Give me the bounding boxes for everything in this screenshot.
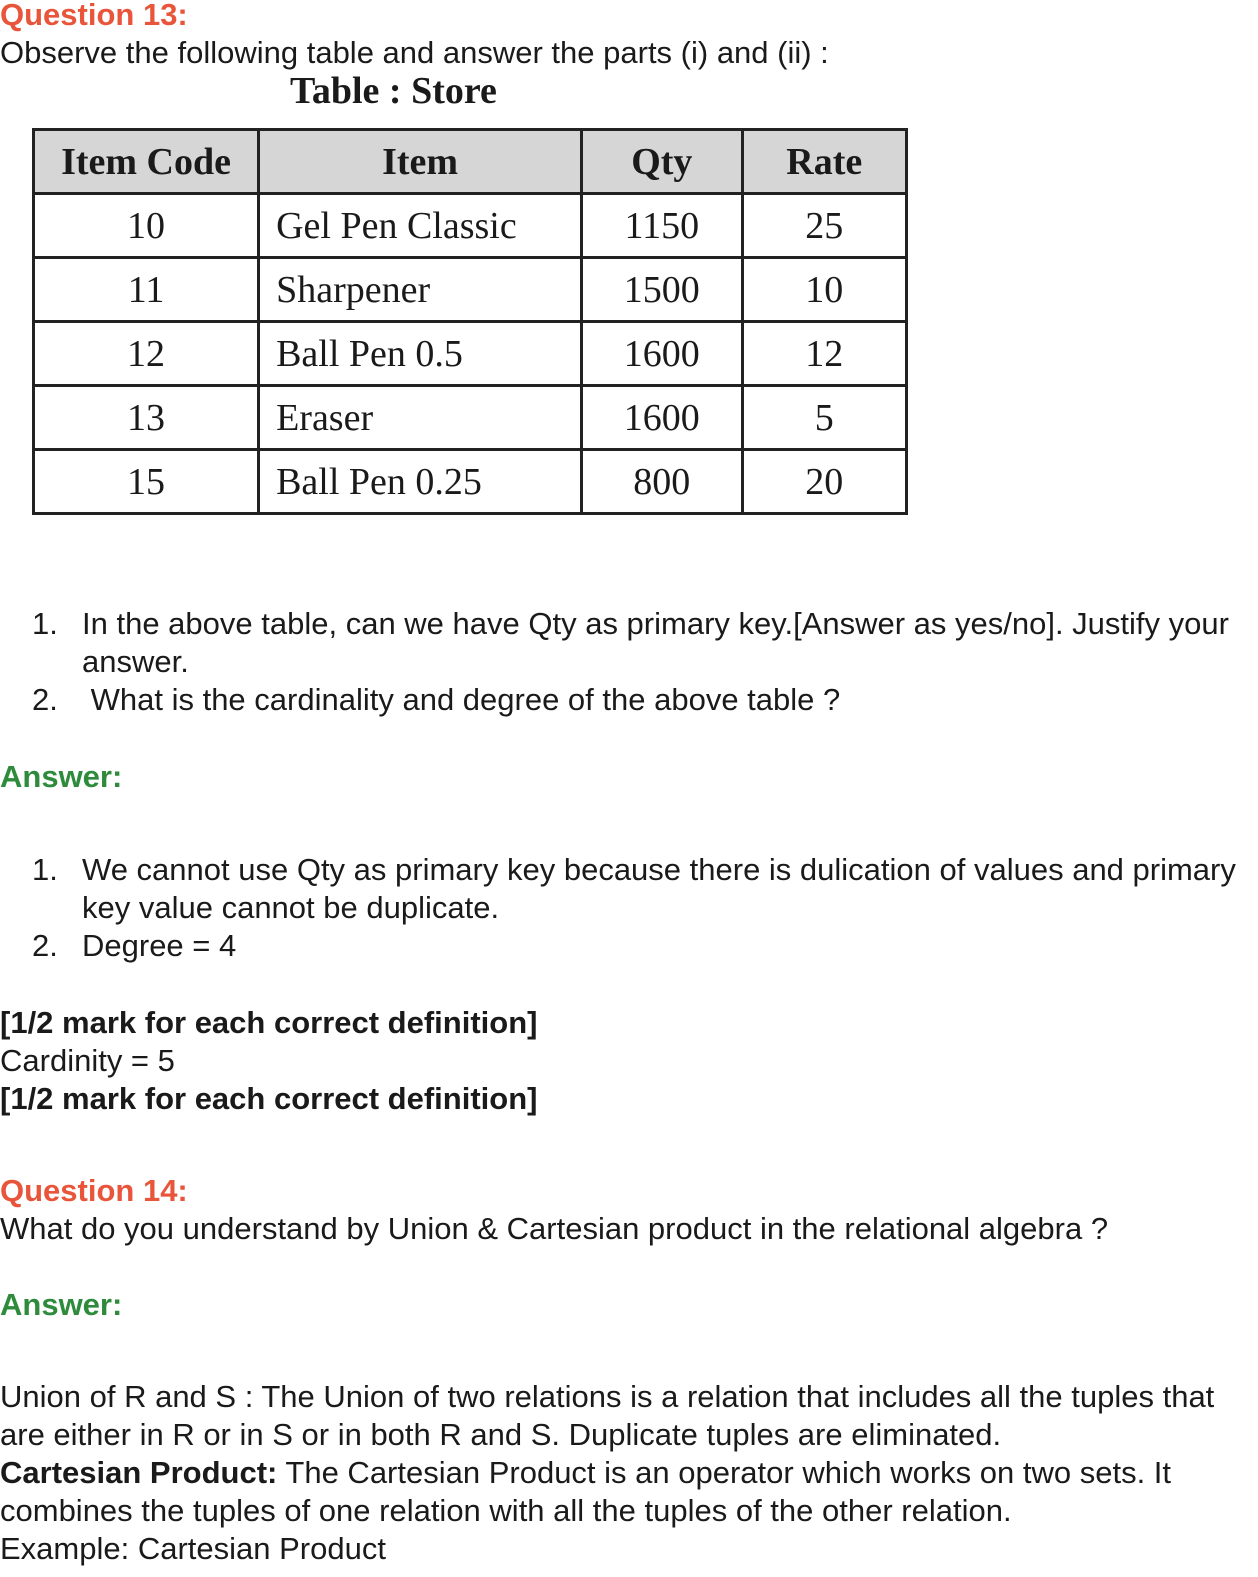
list-number: 1. — [32, 852, 58, 887]
table-row — [34, 194, 907, 258]
qty-cell: 1600 — [582, 322, 742, 386]
mark-note: [1/2 mark for each correct definition] — [0, 1081, 538, 1116]
question-14-prompt: What do you understand by Union & Cartesian product in the relational algebra ? — [0, 1211, 1109, 1246]
list-item — [32, 851, 1247, 927]
cartesian-label: Cartesian Product: — [0, 1455, 278, 1490]
rate-cell: 20 — [742, 450, 906, 514]
list-text: What is the cardinality and degree of the above table ? — [82, 682, 841, 717]
question-13-prompt: Observe the following table and answer the parts (i) and (ii) : — [0, 35, 829, 70]
item-code-cell: 15 — [34, 450, 259, 514]
union-paragraph: Union of R and S : The Union of two relations is a relation that includes all the tuples that are either in R or in S or in both R and S. Duplicate tuples are eliminated. — [0, 1379, 1215, 1452]
list-number: 2. — [32, 928, 58, 963]
column-header: Rate — [742, 130, 906, 194]
question-list — [32, 605, 1247, 719]
answer-14-heading: Answer: — [0, 1287, 123, 1322]
table-row — [34, 450, 907, 514]
rate-cell: 25 — [742, 194, 906, 258]
table-title: Table : Store — [290, 70, 497, 112]
list-item — [32, 681, 1247, 719]
table-row — [34, 258, 907, 322]
table-row — [34, 322, 907, 386]
list-number: 2. — [32, 682, 58, 717]
question-14-heading: Question 14: — [0, 1173, 188, 1208]
table-row — [34, 386, 907, 450]
rate-cell: 5 — [742, 386, 906, 450]
answer-13-heading: Answer: — [0, 759, 123, 794]
item-code-cell: 10 — [34, 194, 259, 258]
column-header: Item — [259, 130, 582, 194]
store-table — [32, 128, 908, 515]
list-text: Degree = 4 — [82, 928, 237, 963]
example-line: Example: Cartesian Product — [0, 1531, 386, 1566]
item-cell: Ball Pen 0.5 — [259, 322, 582, 386]
list-text: We cannot use Qty as primary key because there is dulication of values and primary key value cannot be duplicate. — [82, 852, 1236, 925]
column-header: Item Code — [34, 130, 259, 194]
item-code-cell: 11 — [34, 258, 259, 322]
list-text: In the above table, can we have Qty as primary key.[Answer as yes/no]. Justify your answer. — [82, 606, 1229, 679]
item-code-cell: 13 — [34, 386, 259, 450]
item-code-cell: 12 — [34, 322, 259, 386]
table-header-row — [34, 130, 907, 194]
column-header: Qty — [582, 130, 742, 194]
rate-cell: 12 — [742, 322, 906, 386]
question-13-heading: Question 13: — [0, 0, 188, 32]
list-item — [32, 605, 1247, 681]
item-cell: Eraser — [259, 386, 582, 450]
qty-cell: 1500 — [582, 258, 742, 322]
cartesian-text: The Cartesian Product is an operator which works on two sets. It combines the tuples of one relation with all the tuples of the other relation. — [0, 1455, 1172, 1528]
qty-cell: 800 — [582, 450, 742, 514]
cartesian-paragraph — [0, 1454, 1255, 1530]
item-cell: Ball Pen 0.25 — [259, 450, 582, 514]
item-cell: Gel Pen Classic — [259, 194, 582, 258]
rate-cell: 10 — [742, 258, 906, 322]
item-cell: Sharpener — [259, 258, 582, 322]
qty-cell: 1150 — [582, 194, 742, 258]
list-item — [32, 927, 1247, 965]
mark-note: [1/2 mark for each correct definition] — [0, 1005, 538, 1040]
qty-cell: 1600 — [582, 386, 742, 450]
answer-list — [32, 851, 1247, 965]
cardinality-answer: Cardinity = 5 — [0, 1043, 175, 1078]
list-number: 1. — [32, 606, 58, 641]
